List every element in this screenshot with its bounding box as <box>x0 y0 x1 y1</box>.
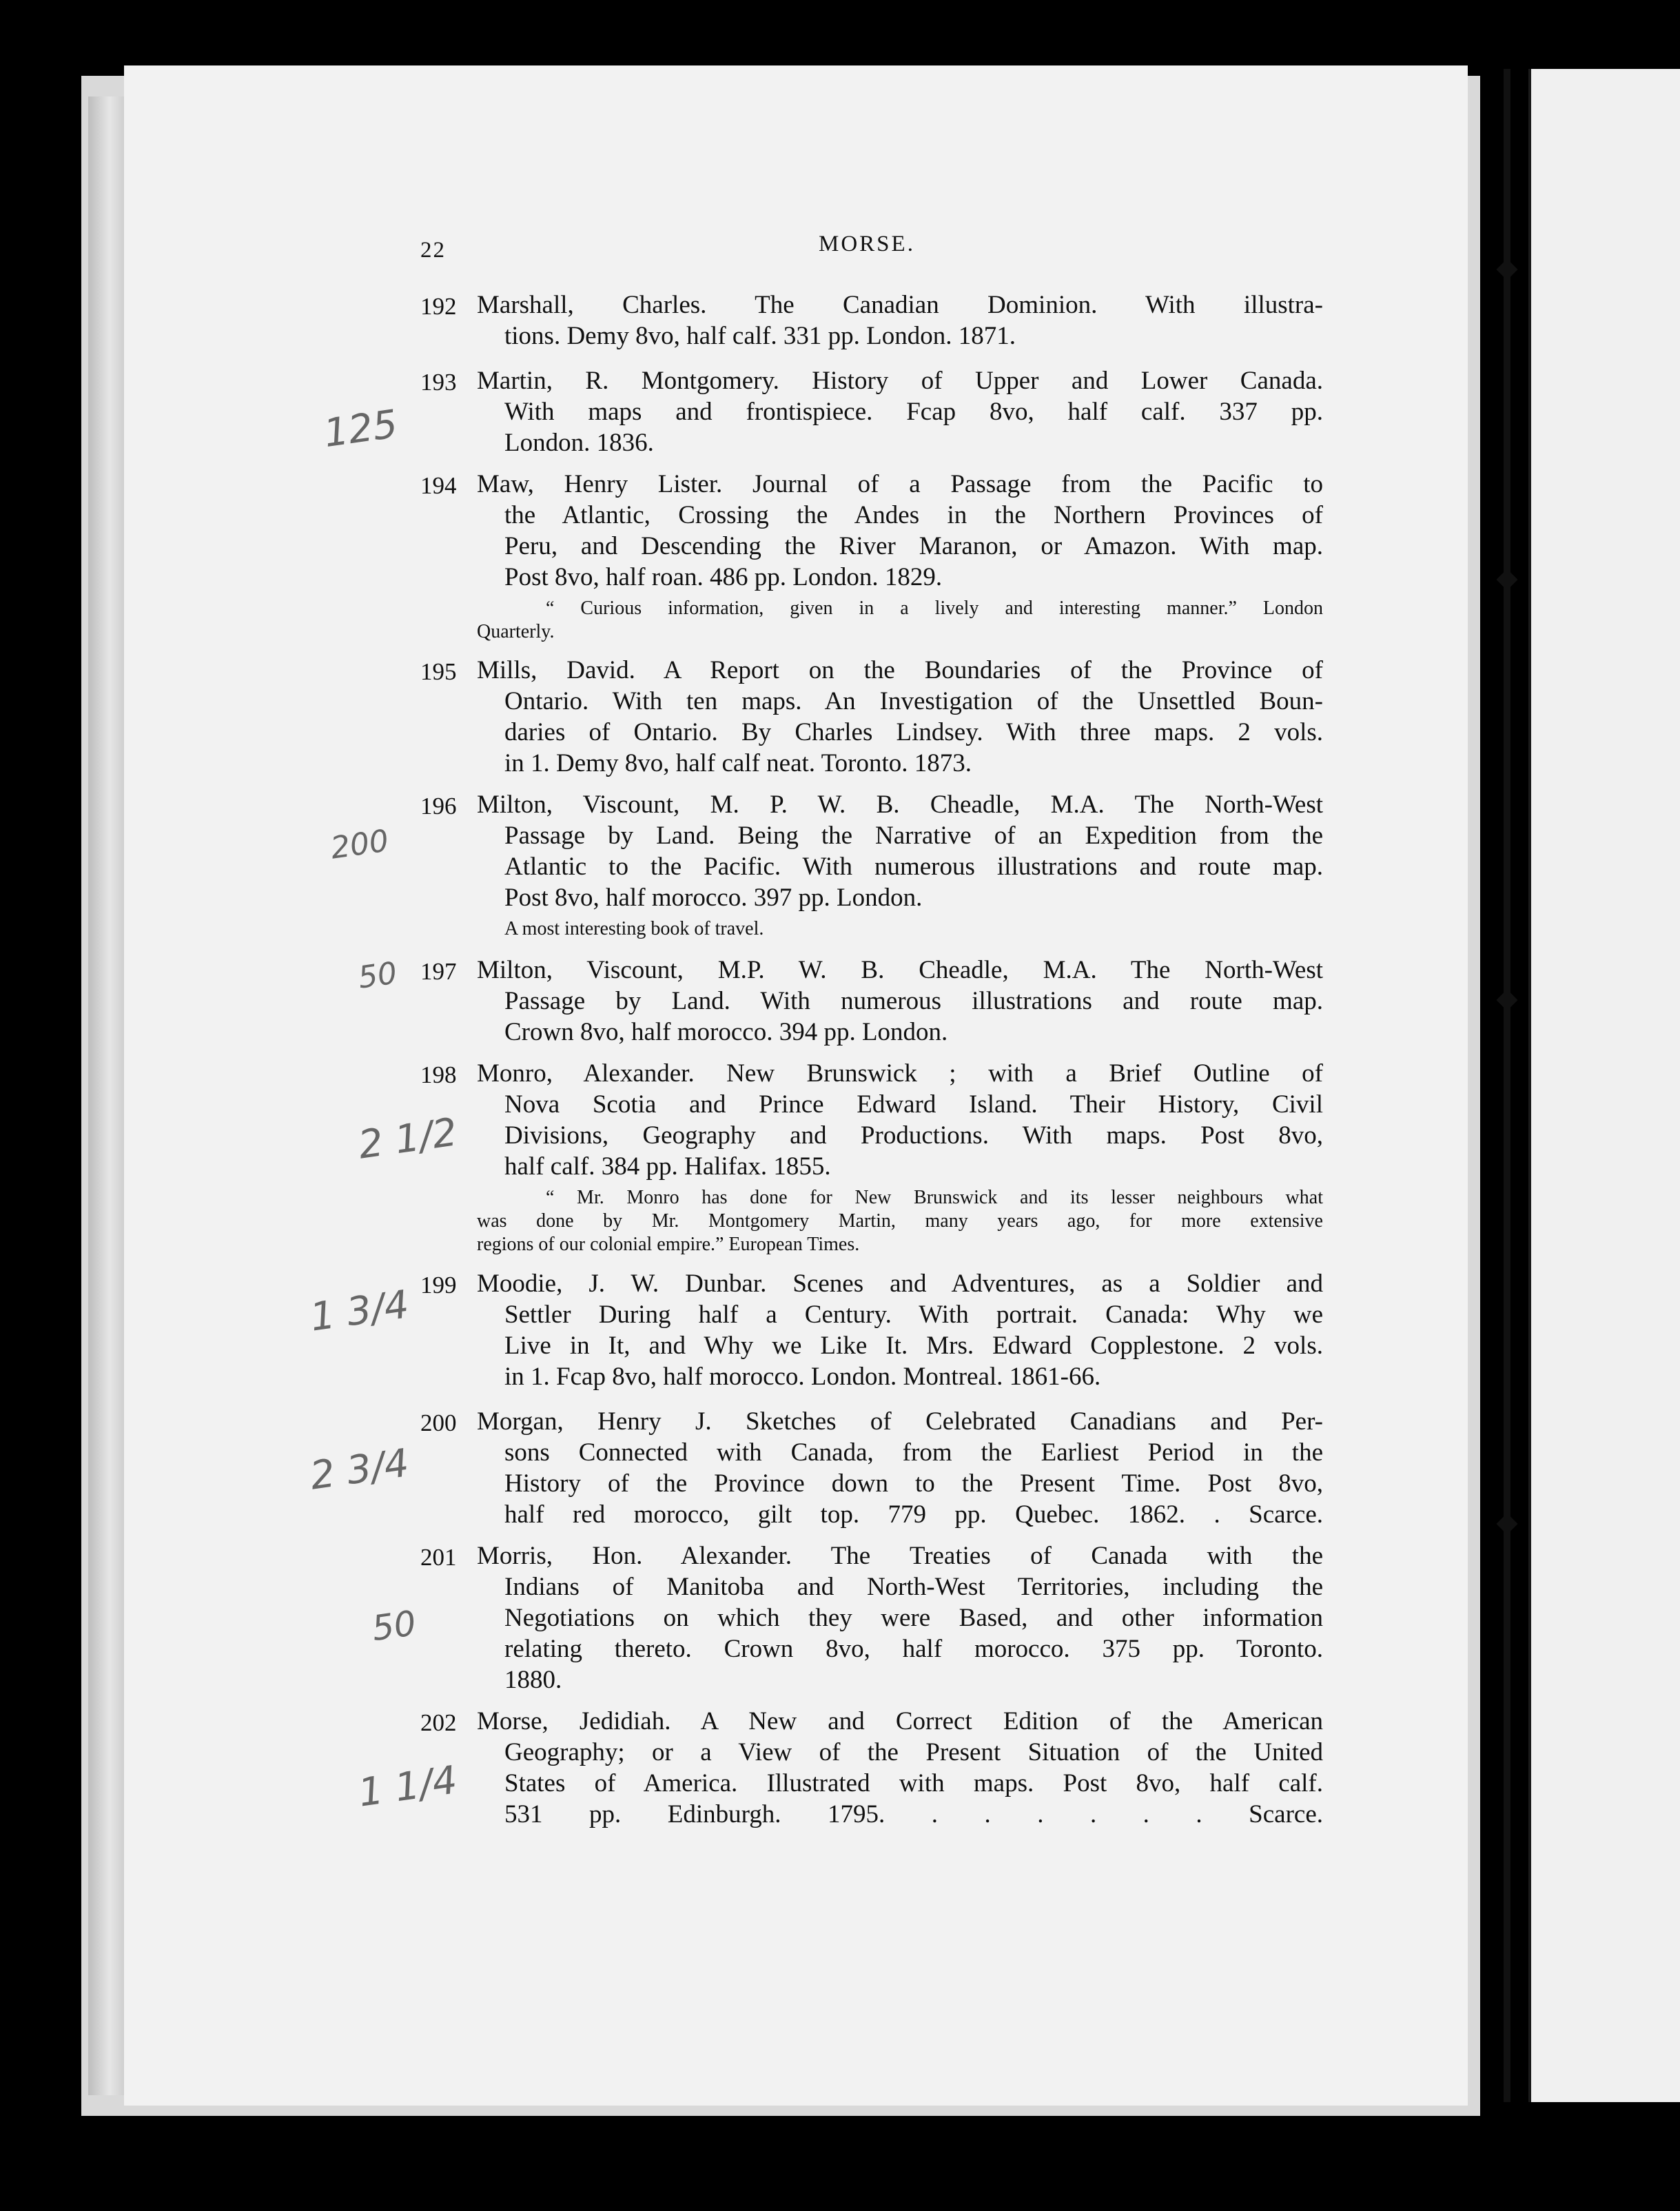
entry-number: 194 <box>420 472 457 499</box>
entry-number: 198 <box>420 1061 457 1088</box>
entry-note: “ Curious information, given in a lively and interesting manner.” London <box>546 598 1323 619</box>
entry-line: Martin, R. Montgomery. History of Upper and Lower Canada. <box>477 367 1323 395</box>
entry-line: sons Connected with Canada, from the Earliest Period in the <box>504 1438 1323 1467</box>
entry-number: 201 <box>420 1544 457 1571</box>
margin-annotation: 50 <box>369 1602 419 1649</box>
entry-line: Maw, Henry Lister. Journal of a Passage from the Pacific to <box>477 470 1323 498</box>
entry-number: 197 <box>420 958 457 985</box>
entry-line: Morgan, Henry J. Sketches of Celebrated Canadians and Per- <box>477 1407 1323 1436</box>
binding-stitch <box>1496 989 1517 1010</box>
catalog-entry <box>420 469 1323 644</box>
entry-number: 202 <box>420 1709 457 1736</box>
margin-annotation: 50 <box>356 955 400 996</box>
entry-line: half calf. 384 pp. Halifax. 1855. <box>504 1152 831 1181</box>
entry-note: “ Mr. Monro has done for New Brunswick and its lesser neighbours what <box>546 1187 1323 1208</box>
entry-number: 200 <box>420 1409 457 1436</box>
entry-number: 199 <box>420 1272 457 1298</box>
catalog-entry <box>420 289 1323 351</box>
running-head: MORSE. <box>819 232 915 256</box>
margin-annotation: 1 3/4 <box>307 1282 412 1341</box>
entry-line: Atlantic to the Pacific. With numerous illustrations and route map. <box>504 853 1323 881</box>
entry-note: Quarterly. <box>477 621 555 642</box>
catalog-entry <box>420 655 1323 779</box>
binding-gutter <box>1504 69 1510 2102</box>
margin-annotation: 1 1/4 <box>356 1757 460 1816</box>
entry-number: 193 <box>420 369 457 396</box>
binding-stitch <box>1496 1513 1517 1534</box>
entry-line: daries of Ontario. By Charles Lindsey. With three maps. 2 vols. <box>504 718 1323 746</box>
entry-line: Indians of Manitoba and North-West Territories, including the <box>504 1573 1323 1601</box>
catalog-entry <box>420 1406 1323 1530</box>
entry-line: Ontario. With ten maps. An Investigation of the Unsettled Boun- <box>504 687 1323 715</box>
entry-line: Morris, Hon. Alexander. The Treaties of Canada with the <box>477 1542 1323 1570</box>
entry-line: Peru, and Descending the River Maranon, or Amazon. With map. <box>504 532 1323 560</box>
margin-annotation: 125 <box>320 401 400 457</box>
entry-line: Settler During half a Century. With portrait. Canada: Why we <box>504 1301 1323 1329</box>
entry-line: London. 1836. <box>504 429 654 457</box>
entry-line: Mills, David. A Report on the Boundaries of the Province of <box>477 656 1323 684</box>
entry-line: Passage by Land. With numerous illustrations and route map. <box>504 987 1323 1015</box>
catalog-entry <box>420 789 1323 941</box>
entry-line: History of the Province down to the Present Time. Post 8vo, <box>504 1469 1323 1498</box>
entry-line: in 1. Fcap 8vo, half morocco. London. Montreal. 1861-66. <box>504 1363 1101 1391</box>
entry-line: Divisions, Geography and Productions. With maps. Post 8vo, <box>504 1121 1323 1150</box>
catalog-entry <box>420 1058 1323 1256</box>
binding-stitch <box>1496 258 1517 280</box>
entry-line: Moodie, J. W. Dunbar. Scenes and Adventures, as a Soldier and <box>477 1270 1323 1298</box>
margin-annotation: 2 1/2 <box>356 1110 460 1168</box>
entry-line: With maps and frontispiece. Fcap 8vo, half calf. 337 pp. <box>504 398 1323 426</box>
entry-line: Marshall, Charles. The Canadian Dominion. With illustra- <box>477 291 1323 319</box>
entry-line: 1880. <box>504 1666 562 1694</box>
entry-line: the Atlantic, Crossing the Andes in the Northern Provinces of <box>504 501 1323 529</box>
entry-line: Negotiations on which they were Based, and other information <box>504 1604 1323 1632</box>
entry-line: States of America. Illustrated with maps. Post 8vo, half calf. <box>504 1769 1323 1797</box>
page-edge <box>88 96 124 2095</box>
page-number: 22 <box>420 238 446 263</box>
entry-line: relating thereto. Crown 8vo, half morocco. 375 pp. Toronto. <box>504 1635 1323 1663</box>
entry-note: A most interesting book of travel. <box>504 918 764 939</box>
entry-line: Live in It, and Why we Like It. Mrs. Edward Copplestone. 2 vols. <box>504 1332 1323 1360</box>
margin-annotation: 2 3/4 <box>307 1440 412 1499</box>
catalog-entry <box>420 955 1323 1048</box>
entry-line: in 1. Demy 8vo, half calf neat. Toronto. 1873. <box>504 749 972 777</box>
entry-line: Nova Scotia and Prince Edward Island. Their History, Civil <box>504 1090 1323 1119</box>
entry-line: 531 pp. Edinburgh. 1795. . . . . . . Scarce. <box>504 1800 1323 1828</box>
entry-line: Geography; or a View of the Present Situation of the United <box>504 1738 1323 1766</box>
catalog-entry <box>420 365 1323 458</box>
catalog-entry <box>420 1268 1323 1392</box>
entry-line: Milton, Viscount, M. P. W. B. Cheadle, M.A. The North-West <box>477 791 1323 819</box>
entry-note: regions of our colonial empire.” European Times. <box>477 1234 860 1255</box>
entry-line: Crown 8vo, half morocco. 394 pp. London. <box>504 1018 948 1046</box>
entry-line: half red morocco, gilt top. 779 pp. Quebec. 1862. . Scarce. <box>504 1500 1323 1529</box>
margin-annotation: 200 <box>328 823 391 866</box>
entry-line: tions. Demy 8vo, half calf. 331 pp. London. 1871. <box>504 322 1016 350</box>
entry-line: Milton, Viscount, M.P. W. B. Cheadle, M.A. The North-West <box>477 956 1323 984</box>
entry-number: 195 <box>420 658 457 685</box>
entry-line: Post 8vo, half roan. 486 pp. London. 1829. <box>504 563 943 591</box>
binding-stitch <box>1496 569 1517 590</box>
entry-number: 196 <box>420 793 457 819</box>
entry-number: 192 <box>420 293 457 320</box>
entry-line: Monro, Alexander. New Brunswick ; with a Brief Outline of <box>477 1059 1323 1088</box>
entry-note: was done by Mr. Montgomery Martin, many years ago, for more extensive <box>477 1210 1323 1232</box>
entry-line: Post 8vo, half morocco. 397 pp. London. <box>504 884 923 912</box>
entry-line: Passage by Land. Being the Narrative of an Expedition from the <box>504 822 1323 850</box>
facing-page <box>1528 69 1680 2102</box>
catalog-entry <box>420 1540 1323 1695</box>
entry-line: Morse, Jedidiah. A New and Correct Edition of the American <box>477 1707 1323 1735</box>
catalog-entry <box>420 1706 1323 1830</box>
